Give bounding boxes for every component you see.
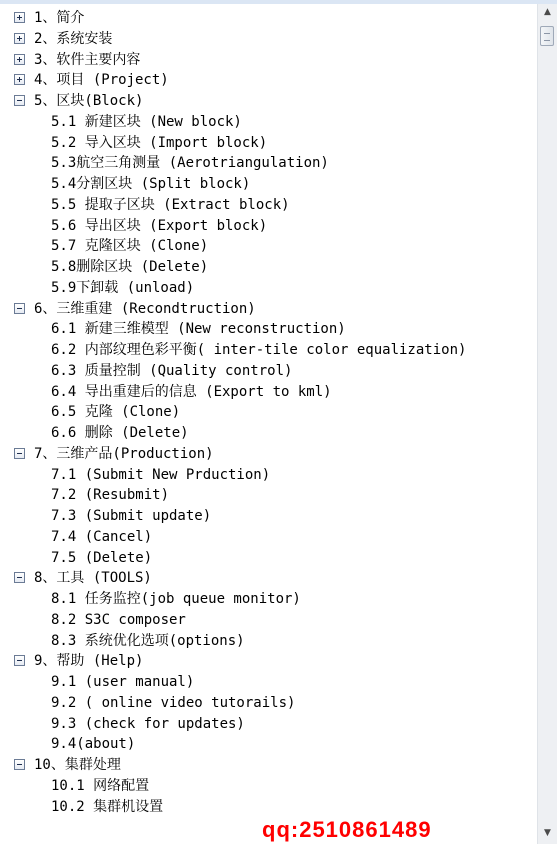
minus-box-icon[interactable] (14, 759, 25, 770)
plus-box-icon[interactable] (14, 74, 25, 85)
tree-child-item[interactable]: 5.8删除区块 (Delete) (51, 259, 209, 275)
tree-child-item[interactable]: 5.4分割区块 (Split block) (51, 176, 251, 192)
minus-box-icon[interactable] (14, 95, 25, 106)
plus-box-icon[interactable] (14, 33, 25, 44)
tree-child-item[interactable]: 7.3 (Submit update) (51, 508, 212, 524)
tree-node-label[interactable]: 8、工具 (TOOLS) (34, 570, 152, 587)
tree-child-item[interactable]: 8.1 任务监控(job queue monitor) (51, 591, 301, 607)
scroll-up-arrow-icon[interactable]: ▲ (544, 7, 551, 17)
plus-box-icon[interactable] (14, 12, 25, 23)
toc-tree (0, 8, 538, 817)
tree-node[interactable] (0, 568, 538, 589)
tree-child-item[interactable]: 5.5 提取子区块 (Extract block) (51, 196, 290, 213)
tree-node[interactable] (0, 50, 538, 71)
vertical-scrollbar[interactable] (537, 4, 557, 844)
tree-node[interactable] (0, 29, 538, 50)
tree-child-item[interactable]: 6.5 克隆 (Clone) (51, 404, 181, 421)
tree-child-item[interactable]: 9.4(about) (51, 736, 136, 753)
tree-child-item[interactable]: 6.3 质量控制 (Quality control) (51, 362, 293, 379)
tree-node[interactable] (0, 651, 538, 672)
tree-node-label[interactable]: 3、软件主要内容 (34, 51, 141, 68)
minus-box-icon[interactable] (14, 448, 25, 459)
tree-node[interactable] (0, 444, 538, 465)
tree-child-item[interactable]: 10.2 集群机设置 (51, 798, 164, 815)
tree-node-label[interactable]: 9、帮助 (Help) (34, 653, 144, 670)
tree-node-label[interactable]: 5、区块(Block) (34, 93, 144, 109)
window-top-border (0, 0, 557, 4)
tree-child-item[interactable]: 7.5 (Delete) (51, 549, 153, 566)
tree-node[interactable] (0, 299, 538, 320)
minus-box-icon[interactable] (14, 655, 25, 666)
scroll-down-arrow-icon[interactable]: ▼ (544, 828, 551, 838)
tree-child-item[interactable]: 5.1 新建区块 (New block) (51, 113, 242, 130)
tree-child-item[interactable]: 10.1 网络配置 (51, 777, 150, 794)
thumb-grip-icon (544, 33, 550, 41)
tree-child-item[interactable]: 9.1 (user manual) (51, 674, 195, 690)
tree-child-item[interactable]: 6.2 内部纹理色彩平衡( inter-tile color equalization) (51, 342, 467, 358)
tree-child-item[interactable]: 5.6 导出区块 (Export block) (51, 217, 268, 234)
tree-child-item[interactable]: 6.1 新建三维模型 (New reconstruction) (51, 321, 346, 338)
scroll-thumb[interactable] (540, 26, 554, 46)
tree-node[interactable] (0, 755, 538, 776)
tree-node-label[interactable]: 10、集群处理 (34, 757, 121, 773)
tree-node-label[interactable]: 6、三维重建 (Recondtruction) (34, 300, 256, 317)
minus-box-icon[interactable] (14, 303, 25, 314)
tree-node-label[interactable]: 7、三维产品(Production) (34, 445, 214, 462)
tree-child-item[interactable]: 9.2 ( online video tutorails) (51, 694, 296, 711)
tree-child-item[interactable]: 7.2 (Resubmit) (51, 487, 170, 504)
tree-node-label[interactable]: 4、项目 (Project) (34, 72, 169, 89)
tree-child-item[interactable]: 7.4 (Cancel) (51, 528, 153, 545)
tree-child-item[interactable]: 8.3 系统优化选项(options) (51, 632, 245, 649)
tree-child-item[interactable]: 8.2 S3C composer (51, 611, 186, 628)
tree-child-item[interactable]: 5.7 克隆区块 (Clone) (51, 238, 209, 255)
tree-child-item[interactable]: 5.3航空三角测量 (Aerotriangulation) (51, 155, 329, 172)
plus-box-icon[interactable] (14, 54, 25, 65)
tree-node[interactable] (0, 8, 538, 29)
tree-node[interactable] (0, 91, 538, 112)
qq-watermark: qq:2510861489 (262, 817, 432, 842)
tree-child-item[interactable]: 5.2 导入区块 (Import block) (51, 134, 268, 151)
tree-child-item[interactable]: 9.3 (check for updates) (51, 715, 245, 732)
tree-node[interactable] (0, 70, 538, 91)
tree-child-item[interactable]: 5.9下卸载 (unload) (51, 279, 195, 296)
tree-child-item[interactable]: 6.4 导出重建后的信息 (Export to kml) (51, 383, 332, 400)
tree-child-item[interactable]: 6.6 删除 (Delete) (51, 425, 189, 441)
tree-node-label[interactable]: 1、简介 (34, 10, 85, 26)
minus-box-icon[interactable] (14, 572, 25, 583)
tree-node-label[interactable]: 2、系统安装 (34, 30, 113, 47)
tree-child-item[interactable]: 7.1 (Submit New Prduction) (51, 466, 271, 483)
